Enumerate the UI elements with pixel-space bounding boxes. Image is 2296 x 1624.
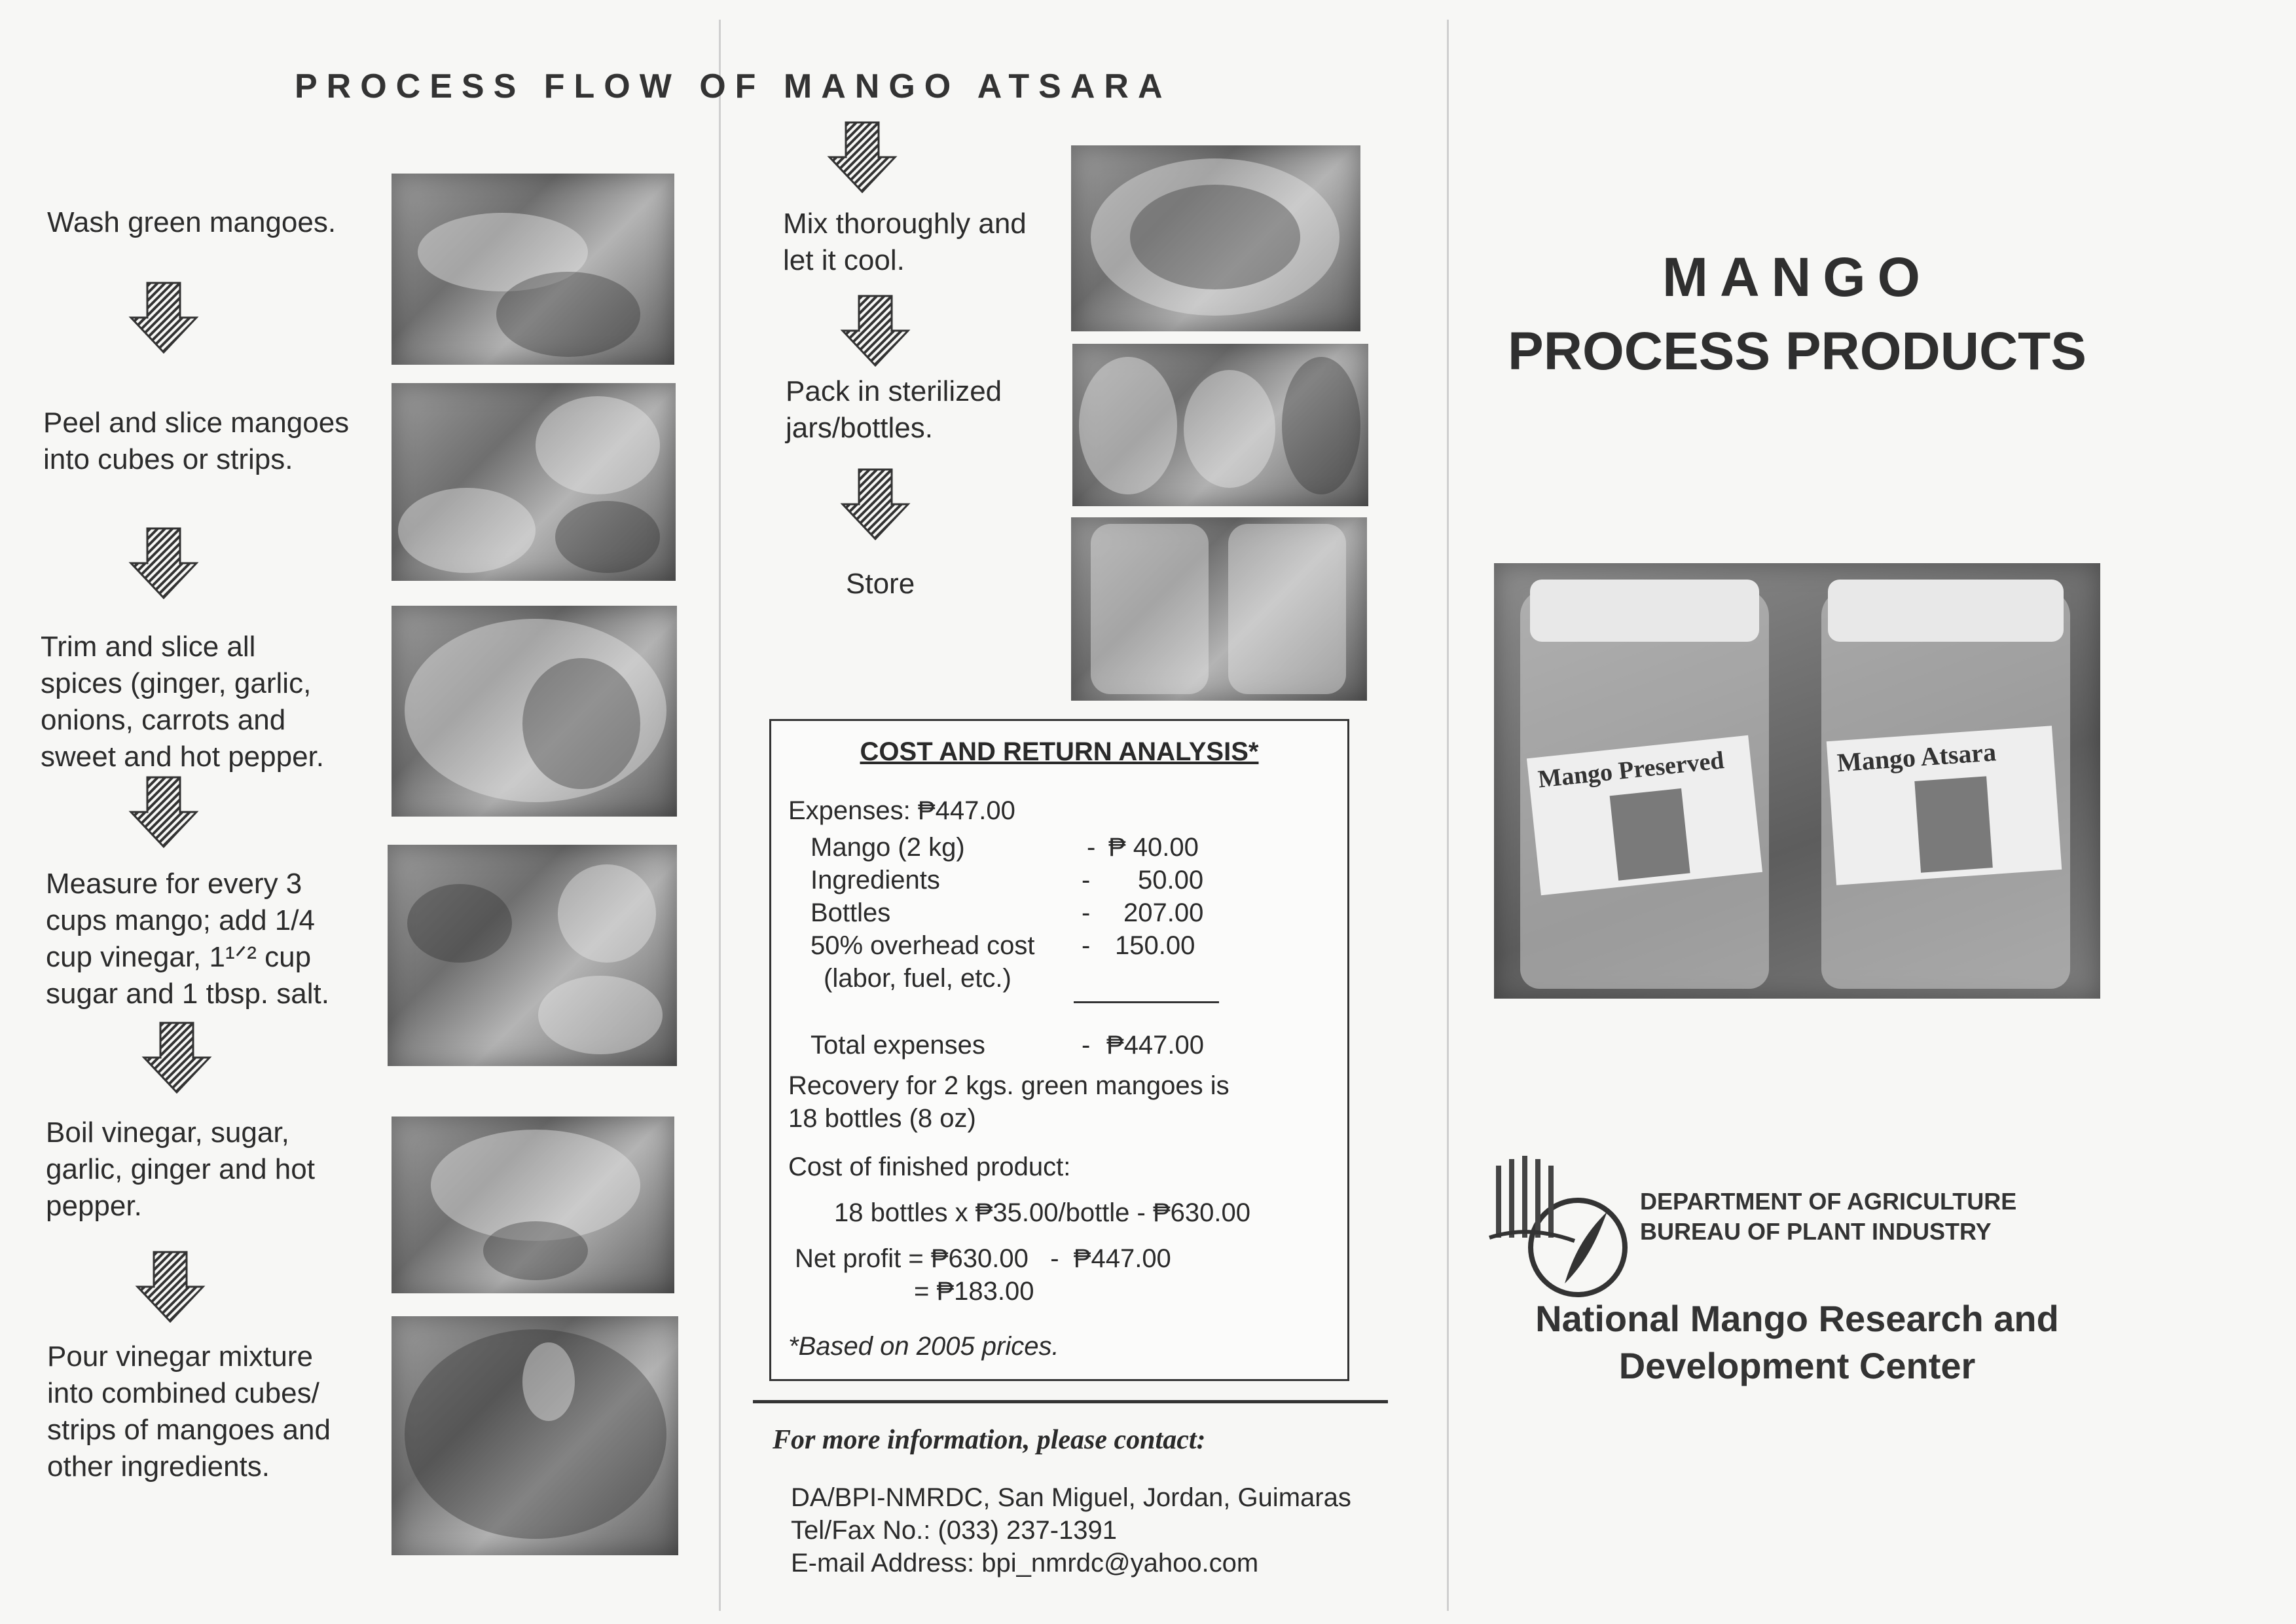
net-profit-result: = ₱183.00 (914, 1277, 1034, 1306)
total-expenses-dash: - (1082, 1031, 1091, 1060)
fold-line-right (1447, 20, 1449, 1611)
total-expenses-value: ₱447.00 (1106, 1031, 1205, 1060)
photo-washing-mangoes (392, 174, 674, 365)
cost-return-analysis-box (769, 719, 1349, 1381)
down-arrow-icon (839, 468, 911, 540)
expenses-label: Expenses: ₱447.00 (788, 796, 1015, 825)
expense-item-name: Bottles (811, 898, 891, 927)
step-pour: Pour vinegar mixture into combined cubes/ strips of mangoes and other ingredients. (47, 1340, 331, 1483)
contact-email: E-mail Address: bpi_nmrdc@yahoo.com (791, 1549, 1259, 1578)
total-expenses-label: Total expenses (811, 1031, 985, 1060)
down-arrow-icon (141, 1022, 213, 1094)
photo-boiling (392, 1116, 674, 1293)
step-wash: Wash green mangoes. (47, 206, 337, 238)
footnote: *Based on 2005 prices. (788, 1332, 1059, 1361)
bureau-logo-icon (1483, 1153, 1633, 1303)
center-name-line1: National Mango Research and (1535, 1298, 2059, 1339)
photo-pouring (392, 1316, 678, 1555)
down-arrow-icon (134, 1251, 206, 1323)
contact-divider (753, 1400, 1388, 1403)
expense-item-dash: - (1082, 866, 1091, 895)
center-name (1486, 1295, 2108, 1390)
down-arrow-icon (128, 282, 200, 354)
expense-item-dash: - (1087, 833, 1096, 862)
expense-item-value: 207.00 (1123, 898, 1204, 927)
jar-lid (1828, 580, 2064, 642)
photo-packing (1072, 344, 1368, 506)
dept-line-agriculture: DEPARTMENT OF AGRICULTURE (1640, 1188, 2017, 1215)
cover-title-process-products: PROCESS PRODUCTS (1508, 322, 2086, 381)
step-mix: Mix thoroughly and let it cool. (783, 208, 1027, 276)
jar-lid (1530, 580, 1759, 642)
down-arrow-icon (128, 527, 200, 599)
jar-label (1827, 726, 2062, 885)
subtotal-rule (1074, 1001, 1219, 1003)
recovery-line: 18 bottles (8 oz) (788, 1104, 976, 1133)
step-measure: Measure for every 3 cups mango; add 1/4 cup vinegar, 1¹ᐟ² cup sugar and 1 tbsp. salt. (46, 868, 329, 1010)
step-pack: Pack in sterilized jars/bottles. (786, 375, 1002, 444)
jar-label-text: Mango Preserved (1537, 746, 1726, 794)
recovery-line: Recovery for 2 kgs. green mangoes is (788, 1071, 1230, 1100)
finished-product-calc: 18 bottles x ₱35.00/bottle - ₱630.00 (834, 1198, 1250, 1227)
photo-stored-jars (1071, 517, 1367, 701)
expense-item-name: Mango (2 kg) (811, 833, 965, 862)
expense-item-dash: - (1082, 931, 1091, 960)
fold-line-left (719, 20, 721, 1611)
net-profit-line: Net profit = ₱630.00 - ₱447.00 (795, 1244, 1171, 1273)
photo-mixing (1071, 145, 1360, 331)
cost-analysis-title: COST AND RETURN ANALYSIS* (860, 737, 1259, 766)
step-store: Store (846, 568, 915, 600)
expense-item-value: 50.00 (1138, 866, 1204, 895)
down-arrow-icon (826, 121, 898, 193)
jar-label (1527, 735, 1762, 895)
expense-item-value: ₱ 40.00 (1108, 833, 1199, 862)
jar-label-text: Mango Atsara (1836, 737, 1997, 778)
photo-product-jars (1494, 563, 2100, 999)
process-flow-heading: PROCESS FLOW OF MANGO ATSARA (295, 67, 1172, 105)
center-name-line2: Development Center (1618, 1345, 1976, 1386)
expense-item-name: Ingredients (811, 866, 940, 895)
expense-item-name: 50% overhead cost (811, 931, 1035, 960)
photo-sliced-spices (392, 606, 677, 817)
dept-line-bureau: BUREAU OF PLANT INDUSTRY (1640, 1218, 1992, 1245)
photo-sliced-mangoes (392, 383, 676, 581)
contact-address: DA/BPI-NMRDC, San Miguel, Jordan, Guimaras (791, 1483, 1351, 1512)
step-trim: Trim and slice all spices (ginger, garlic, onions, carrots and sweet and hot pepper. (41, 631, 324, 773)
cover-title-mango: MANGO (1662, 246, 1932, 308)
step-peel: Peel and slice mangoes into cubes or strips. (43, 407, 350, 475)
step-boil: Boil vinegar, sugar, garlic, ginger and hot pepper. (46, 1116, 315, 1222)
expense-item-dash: - (1082, 898, 1091, 927)
finished-product-label: Cost of finished product: (788, 1153, 1071, 1181)
contact-heading: For more information, please contact: (773, 1425, 1206, 1455)
overhead-note: (labor, fuel, etc.) (824, 964, 1011, 993)
expense-item-value: 150.00 (1115, 931, 1195, 960)
photo-measuring (388, 845, 677, 1066)
down-arrow-icon (128, 776, 200, 848)
contact-phone: Tel/Fax No.: (033) 237-1391 (791, 1516, 1118, 1545)
down-arrow-icon (839, 295, 911, 367)
